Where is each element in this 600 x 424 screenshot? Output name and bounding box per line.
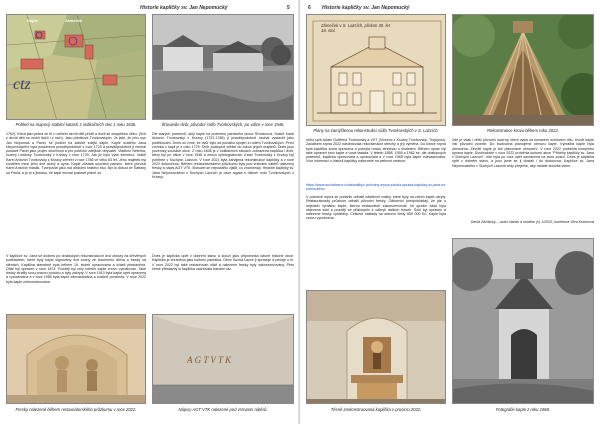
map-label-zamecek: Zámeček (65, 18, 83, 23)
figure-caption: Fotografie kaple z roku 1968. (495, 407, 551, 412)
article-text-column: V polovině srpna se podařilo odhalit nástěnné malby, které byly na zdech kaple ukryty. Restaurátorský průzkum odhalil původní fresky. Odborníci předpokládají, že jde o nejstarší výmalbu kaple, kterou restaurátoři zakonzervovali. Ve spodní části byla objevena sokl a později se přistoupilo k odkrytí dalších fresek. Sokl byl opraven a nalezené fresky vyčištěny. Celkové náklady na obnovu činily 850 000 Kč. Kaple byla znovu vysvěcena. (306, 195, 446, 221)
right-page (300, 0, 600, 424)
page-number: 5 (287, 5, 290, 11)
figure-caption: Těsně zrekonstruovaná kaplička v prosinci 2022. (330, 407, 422, 412)
chapel-1968-photo (452, 238, 594, 404)
inscription-photo (152, 314, 294, 404)
article-text-column: V kapličce sv. Jana se dodnes po drastických rekonstrukcích dva obrazy na dřevěných podkladech, které byly kdysi signovány dvě sochy ze zlaceného dřeva a fresky na stěnách. Kaplička stavebně byla během 19. století upravována a zčásti přestavěna. Oltář byl opraven v roce 1874. Později byl celý interiér kaple znovu vymalován. Také fresky ztratily svou pravou podobu a byly zakryty. V roce 1910 byla kaple opět opravena a vymalována a v roce 1965 byla kaple zdevastována a značně poničena. V roce 2022 byla kaple zrekonstruována. (6, 254, 146, 284)
author-signature: David Závišický – autor článku a modelu (c) 1/2023, korektura Věra Kubínová (470, 220, 594, 224)
cadastral-map-image (6, 14, 146, 120)
figure-caption: Plány na zamýšlenou rekonstrukci sídla Tvorkovských v S. Lazcích. (313, 128, 439, 133)
chapel-2022-photo (306, 290, 446, 404)
figure-caption: Nápisy AGT VTK nalezené pod vrstvami nátěrů. (178, 407, 268, 412)
architectural-plan-image (306, 14, 446, 126)
article-text-column: 1762). Která jako jedna ze tří u celkem devíti děti přežil a dožil se dospělého věku. (Své z devíti dětí se mohli dožít i z nich). Jako předkové Tvorkovských. Je jisté, že jeho syn Jan Nepomuk a Pavel, se podílel na stavbě zdejší kaple. Kaple svatého Jana Nepomuckého byla postavena pravděpodobně v roce 1729 a pravděpodobně ji nechal postavit Pavel jako projev zbožnosti a pro potěchu zdejších obyvatel. Vladimír Neterka, rozený Ledecký Tvorkovský z Krzavy v roce 1729. Jak již bylo výše zmíněno, hrabě Karel Antonín Tvorkovský z Krzavy zemřel v roce 1786 ve věku 63 let. Jeho majetek byl rozdělen mezi jeho dvě dcery a syna. Kaple zůstala součástí panství, které převzal Karel Antonín mladší. Tvorkovští jako rod obdrželi hraběcí titul. Byl to dosud ze Šafrany od Pavla, a je to s jistotou, že kapli nechal postavit právě on. (6, 132, 146, 175)
article-text-column: Zde je však i větší původní lucerny, která vyšla na kovaném ocelovém dílu. Uvnitř kaple visí původní zvonek. Do budoucna plánujeme obnovu kaple. Výmalba kaple byla obnovena. Zevnitř kaple je též plánované obnovení. V roce 2022 proběhla kompletní oprava kaple. Dlouhodobě v roce 2022 proběhla kulturní akce "Příběhy kapličky sv. Jana v Suchých Lazcích", kde byla po roce opět navrácena na svou pozici. Dnes je kaplička opět v dobrém stavu, a jsou jsme se ji dostali i do budoucna. Kapličce sv. Jana Nepomuckého v Suchých Lazcích tedy přejeme, aby nadále sloužila všem. (452, 138, 594, 168)
roof-reconstruction-photo (452, 14, 594, 126)
map-label-kaple: Kaple (27, 18, 38, 23)
figure-caption: Fresky nalezené během restaurátorského průzkumu v roce 2022. (15, 407, 137, 412)
figure-caption: Pohled na mapový stabilní katastr z indikačních skic z roku 1836. (15, 122, 137, 127)
article-text-column: nebo spíš Adam Gottfried Tvorkovský a VKT (Vincenc z Krzavy Tvorkovský, Trojopolu). Začátkem srpna 2022 následovala rekonstrukce střechy a její výměna. Do konce srpna byla kaplička zcela opravena a pokryta novou střechou s šindelem. Během oprav byl také opraven krov kaple a nová fasáda. V letech 1858, 1955 a 1962 se, dle dostupných pramenů, kaplička opravovala a upravovala a v roce 1965 byla kaple zdevastována. Více informací o historii kapličky naleznete na webové stránce: (306, 138, 446, 164)
plan-title-label: Zámeček v S. Lazcích, přelom 30. let 18. stol. (321, 23, 390, 33)
article-text-column: Dnes je kaplička opět v dobrém stavu a slouží jako připomínka dávné historie obce. Kaplička je chráněna jako kulturní památka. Obec Suchá Lazce ji spravuje a pečuje o ni. V roce 2022 byl také restaurován oltář a nalezené fresky byly zakonzervovány. Přes četné přestavby si kaplička zachovala barokní ráz. (152, 254, 294, 271)
web-link[interactable]: https://www.suchalazce.cz/aktuality/v-poloviny-srpna-zacala-oprava-kaplicky-sv-jana-nepomuckeho (306, 183, 446, 192)
page-header: Historie kapličky sv. Jan Nepomucký (140, 5, 228, 11)
svg-text:A G T V T K: A G T V T K (187, 355, 232, 365)
article-text-column: Dle starých pramenů, stojí kaple na pozemku panského dvora Šťovanova. Hrabě Karel Antonín Tvorkovský z Krzavy (1722-1786) ji pravděpodobně nechal vystavět jako poděkování. Dnes už víme, že dvůr bylo od počátku spojen s rodem Tvorkovských. První zmínka o kapli je z roku 1729. Dvůr postupně přešel do rukou jiných majitelů. Dnes jsou pozemky součástí obce. Z roku 1836 je v indikačních skicách zobrazena kaplička i dvůr, který byl po válce v roce 1946 a znovu vyfotografován. Karel Tvorkovský z Krzavy byl pohřben v Suchých Lazcích. V roce 2021 byla zahájena rekonstrukce kapličky a v roce 2022 dokončena. Během restaurátorského průzkumu byly pod vrstvami nátěrů nalezeny fresky a nápis AGT VTK. Bohužel se nepodařilo zjistit, co znamenají. Historie kapličky sv. Jana Nepomuckého v Suchých Lazcích je úzce spjata s historií rodu Tvorkovských z Krzavy. (152, 132, 294, 179)
figure-caption: Rekonstrukce krovu během roku 2022. (487, 128, 559, 133)
fresco-photo (6, 314, 146, 404)
historic-manor-photo (152, 14, 294, 120)
svg-text:ctz: ctz (13, 76, 31, 93)
page-header: Historie kapličky sv. Jan Nepomucký (322, 5, 410, 11)
page-number: 6 (308, 5, 311, 11)
figure-caption: Šťovanův dvůr, původní sídlo Tvorkovských, po válce v roce 1946. (161, 122, 285, 127)
